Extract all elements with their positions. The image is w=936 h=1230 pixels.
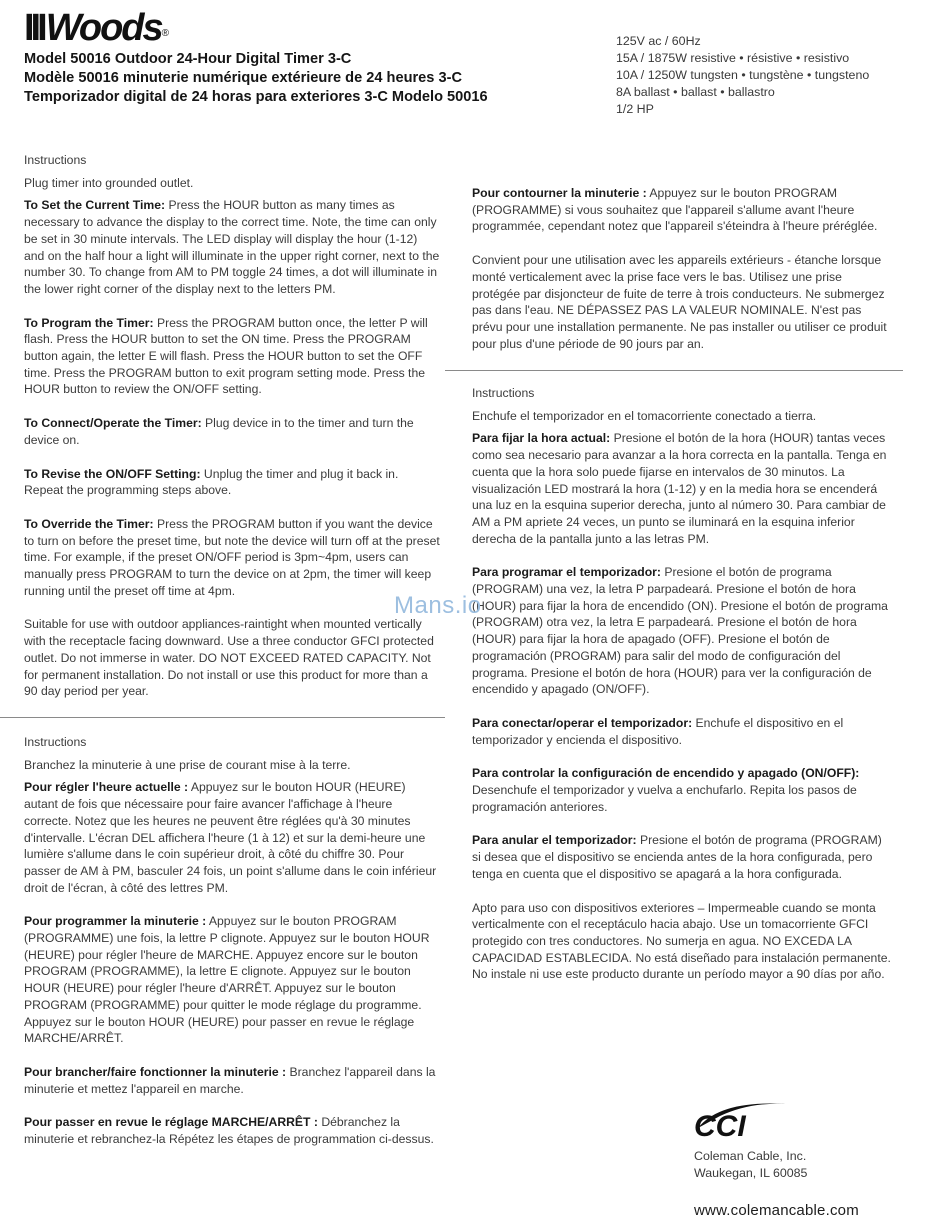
spanish-override-label: Para anular el temporizador: bbox=[472, 833, 637, 848]
watermark-text: Mans.io bbox=[394, 592, 482, 619]
english-intro: Plug timer into grounded outlet. bbox=[24, 175, 194, 190]
spanish-connect bbox=[472, 715, 892, 748]
section-divider-right bbox=[445, 370, 903, 371]
spanish-intro: Enchufe el temporizador en el tomacorriente conectado a tierra. bbox=[472, 408, 817, 423]
spec-hp: 1/2 HP bbox=[616, 102, 654, 116]
english-set-time bbox=[24, 197, 440, 297]
english-override-text: Press the PROGRAM button if you want the device to turn on before the preset time, but note the device will turn off at the preset time. For example, if the preset ON/OFF period is 3pm~4pm, users can manually press PROGRAM to turn the device on at 2pm, the timer will keep running until the preset off time at 4pm. bbox=[24, 516, 440, 598]
title-french: Modèle 50016 minuterie numérique extérieure de 24 heures 3-C bbox=[24, 70, 462, 86]
french-set-time-text: Appuyez sur le bouton HOUR (HEURE) autant de fois que nécessaire pour faire avancer l'affichage à l'heure correcte. Notez que les heures ne peuvent être réglées qu'à 30 minutes d'intervalle. L'écran DEL affichera l'heure (1 à 12) et sur la demi-heure une lumière s'allume dans le coin supérieur droit, à côté du chiffre 30. Pour passer de AM à PM, basculer 24 fois, un point s'allume dans le coin inférieur droit de l'écran, à côté des lettres PM. bbox=[24, 780, 437, 895]
cci-logo bbox=[690, 1098, 800, 1142]
company-name: Coleman Cable, Inc. bbox=[694, 1149, 807, 1163]
spanish-program bbox=[472, 564, 892, 698]
french-program-text: Appuyez sur le bouton PROGRAM (PROGRAMME) une fois, la lettre P clignote. Appuyez sur le bouton HOUR (HEURE) pour régler l'heure de MARCHE. Appuyez encore sur le bouton PROGRAM (PROGRAMME), la lettre E clignote. Appuyez sur le bouton HOUR (HEURE) pour régler l'heure d'ARRÊT. Appuyez sur le bouton PROGRAM (PROGRAMME) pour quitter le mode réglage du programme. Appuyez sur le bouton HOUR (HEURE) pour passer en revue le réglage MARCHE/ARRÊT. bbox=[24, 914, 430, 1046]
french-program-label: Pour programmer la minuterie : bbox=[24, 914, 207, 929]
english-program bbox=[24, 315, 440, 399]
spanish-instructions bbox=[472, 385, 892, 983]
english-revise bbox=[24, 466, 440, 499]
spanish-suitable: Apto para uso con dispositivos exteriores – Impermeable cuando se monta verticalmente con el receptáculo hacia abajo. Use un tomacorriente GFCI protegido con tres conductores. No sumerja en agua. NO EXCEDA LA CAPACIDAD ESTABLECIDA. No está diseñado para instalación permanente. No instale ni use este producto durante un período mayor a 90 días por año. bbox=[472, 900, 891, 982]
spanish-heading: Instructions bbox=[472, 386, 535, 400]
spanish-set-time-label: Para fijar la hora actual: bbox=[472, 431, 611, 446]
english-heading: Instructions bbox=[24, 153, 87, 167]
english-suitable: Suitable for use with outdoor appliances-raintight when mounted vertically with the receptacle facing downward. Use a three conductor GFCI protected outlet. Do not immerse in water. DO NOT EXCEED RATED CAPACITY. Not for permanent installation. Do not install or use this product for more than a 90 day period per year. bbox=[24, 617, 434, 699]
company-address: Waukegan, IL 60085 bbox=[694, 1165, 808, 1180]
section-divider-left bbox=[0, 717, 445, 718]
french-set-time bbox=[24, 779, 440, 896]
spec-block bbox=[616, 33, 916, 118]
spec-tungsten: 10A / 1250W tungsten • tungstène • tungsteno bbox=[616, 68, 870, 82]
title-english: Model 50016 Outdoor 24-Hour Digital Timer 3-C bbox=[24, 51, 352, 67]
english-set-time-text: Press the HOUR button as many times as necessary to advance the display to the correct time. Note, the time can only be set in 30 minute intervals. The LED display will display the hour (1-12) and on the half hour a light will illuminate in the upper right corner, next to the number 30. To change from AM to PM toggle 24 times, a dot will illuminate in the lower right corner of the display next to the letters PM. bbox=[24, 198, 440, 296]
english-connect bbox=[24, 415, 440, 448]
french-override-label: Pour contourner la minuterie : bbox=[472, 186, 647, 200]
french-program bbox=[24, 913, 440, 1047]
french-set-time-label: Pour régler l'heure actuelle : bbox=[24, 780, 189, 795]
french-override bbox=[472, 185, 892, 235]
french-heading: Instructions bbox=[24, 735, 87, 749]
spanish-set-time-text: Presione el botón de la hora (HOUR) tantas veces como sea necesario para avanzar a la hora correcta en la pantalla. Tenga en cuenta que la hora solo puede fijarse en intervalos de 30 minutos. La visualización LED mostrará la hora (1-12) y en la media hora se encenderá una luz en la esquina superior derecha, junto al número 30. Para cambiar de AM a PM apriete 24 veces, un punto se iluminará en la esquina inferior derecha de la pantalla junto a las letras PM. bbox=[472, 431, 887, 546]
spanish-connect-text: Enchufe el dispositivo en el temporizador y encienda el dispositivo. bbox=[472, 715, 844, 747]
french-connect-text: Branchez l'appareil dans la minuterie et mettez l'appareil en marche. bbox=[24, 1064, 436, 1096]
spec-resistive: 15A / 1875W resistive • résistive • resistivo bbox=[616, 51, 850, 65]
spanish-set-time bbox=[472, 430, 892, 547]
title-spanish: Temporizador digital de 24 horas para exteriores 3-C Modelo 50016 bbox=[24, 89, 488, 105]
spanish-revise-label: Para controlar la configuración de encendido y apagado (ON/OFF): bbox=[472, 766, 860, 781]
french-instructions-continued bbox=[472, 185, 892, 352]
english-set-time-label: To Set the Current Time: bbox=[24, 198, 166, 213]
spanish-connect-label: Para conectar/operar el temporizador: bbox=[472, 715, 693, 730]
french-revise bbox=[24, 1114, 440, 1147]
english-connect-text: Plug device in to the timer and turn the device on. bbox=[24, 416, 414, 447]
english-override bbox=[24, 516, 440, 600]
spec-ballast: 8A ballast • ballast • ballastro bbox=[616, 85, 775, 99]
french-override-text: Appuyez sur le bouton PROGRAM (PROGRAMME) si vous souhaitez que l'appareil s'allume avant l'heure programmée, cependant notez que l'appareil s'éteindra à l'heure préréglée. bbox=[472, 186, 878, 234]
english-revise-label: To Revise the ON/OFF Setting: bbox=[24, 466, 201, 481]
english-instructions bbox=[24, 152, 440, 700]
spanish-override bbox=[472, 832, 892, 882]
english-program-label: To Program the Timer: bbox=[24, 315, 154, 330]
english-override-label: To Override the Timer: bbox=[24, 516, 154, 531]
company-website: www.colemancable.com bbox=[694, 1202, 859, 1219]
spanish-revise bbox=[472, 765, 892, 815]
woods-logo bbox=[24, 8, 169, 48]
woods-logo-bars: III bbox=[24, 7, 44, 49]
french-suitable: Convient pour une utilisation avec les appareils extérieurs - étanche lorsque monté verticalement avec la prise face vers le bas. Utilisez une prise protégée par disjoncteur de fuite de terre à trois conducteurs. Ne submergez pas dans l'eau. NE DÉPASSEZ PAS LA VALEUR NOMINALE. N'est pas prévu pour une installation permanente. Ne pas installer ou utiliser ce produit pour plus d'une période de 90 jours par an. bbox=[472, 253, 887, 351]
english-revise-text: Unplug the timer and plug it back in. Repeat the programming steps above. bbox=[24, 466, 399, 498]
spec-voltage: 125V ac / 60Hz bbox=[616, 34, 701, 48]
english-connect-label: To Connect/Operate the Timer: bbox=[24, 416, 202, 431]
french-instructions bbox=[24, 734, 440, 1148]
company-info bbox=[694, 1148, 807, 1181]
cci-logo-text: CCI bbox=[694, 1110, 746, 1142]
title-block bbox=[24, 50, 584, 107]
spanish-program-text: Presione el botón de programa (PROGRAM) una vez, la letra P parpadeará. Presione el botón de hora (HOUR) para fijar la hora de encendido (ON). Presione el botón de programa (PROGRAM) otra vez, la letra E parpadeará. Presione el botón de hora (HOUR) para fijar la hora de apagado (OFF). Presione el botón de programación (PROGRAM) para salir del modo de configuración del programa. Presione el botón de hora (HOUR) para ver la configuración de encendido y apagado (ON/OFF). bbox=[472, 565, 888, 697]
registered-mark: ® bbox=[161, 28, 170, 39]
spanish-program-label: Para programar el temporizador: bbox=[472, 565, 661, 580]
french-intro: Branchez la minuterie à une prise de courant mise à la terre. bbox=[24, 757, 351, 772]
french-revise-text: Débranchez la minuterie et rebranchez-la Répétez les étapes de programmation ci-dessus. bbox=[24, 1115, 434, 1147]
french-connect-label: Pour brancher/faire fonctionner la minuterie : bbox=[24, 1064, 287, 1079]
spanish-override-text: Presione el botón de programa (PROGRAM) si desea que el dispositivo se encienda antes de la hora configurada, pero tenga en cuenta que el dispositivo se apagará a la hora configurada. bbox=[472, 833, 882, 881]
french-connect bbox=[24, 1064, 440, 1097]
english-program-text: Press the PROGRAM button once, the letter P will flash. Press the HOUR button to set the ON time. Press the PROGRAM button again, the letter E will flash. Press the HOUR button to set the OFF time. Press the PROGRAM button to exit program setting mode. Press the HOUR button to review the ON/OFF setting. bbox=[24, 315, 428, 397]
spanish-revise-text: Desenchufe el temporizador y vuelva a enchufarlo. Repita los pasos de programación anteriores. bbox=[472, 783, 857, 814]
woods-logo-text: Woods bbox=[45, 7, 162, 49]
french-revise-label: Pour passer en revue le réglage MARCHE/ARRÊT : bbox=[24, 1115, 318, 1130]
